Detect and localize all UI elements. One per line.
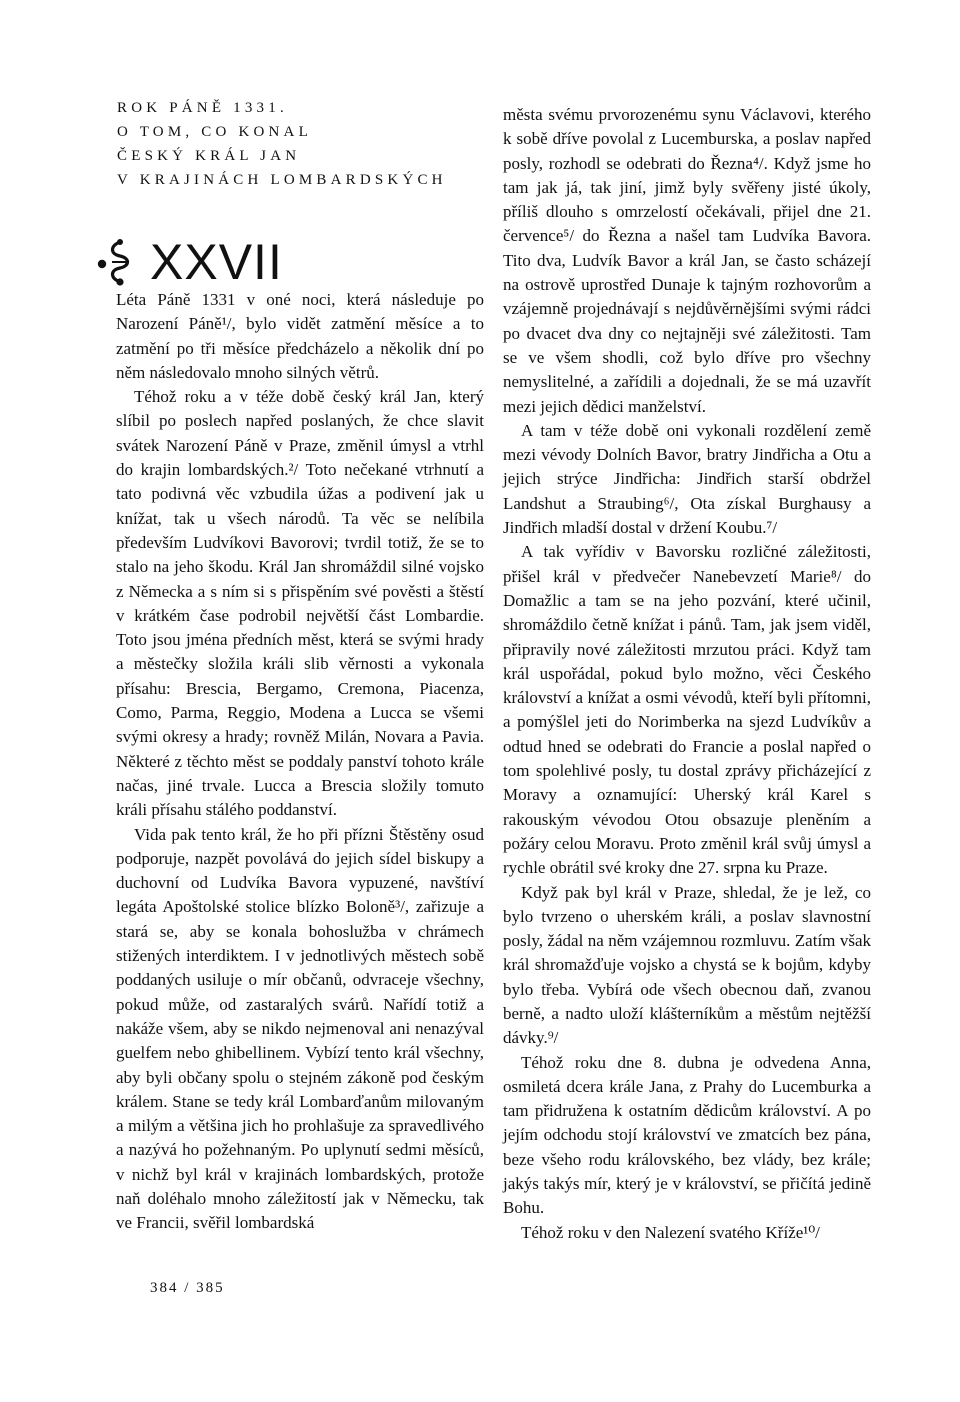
right-text-column xyxy=(503,103,871,1245)
running-head-line: ČESKÝ KRÁL JAN xyxy=(117,148,301,164)
paragraph: Téhož roku dne 8. dubna je odvedena Anna, osmiletá dcera krále Jana, z Prahy do Lucemburka a tam přidružena k ostatním dědicům království. A po jejím odchodu stojí království ve zmatcích bez pána, beze všeho rodu královského, bez vlády, bez krále; jakýs takýs mír, který je v království, se přičítá jedině Bohu. xyxy=(503,1052,871,1218)
paragraph: Vida pak tento král, že ho při přízni Štěstěny osud podporuje, nazpět povolává do jejich sídel biskupy a duchovní od Ludvíka Bavora vypuzené, navštíví legáta Apoštolské stolice blízko Boloně³/, zařizuje a stará se, aby se konala bohoslužba v chrámech stižených interdiktem. I v jednotlivých městech sobě poddaných usiluje o mír občanů, odvraceje všechny, pokud může, od zastaralých svárů. Nařídí totiž a nakáže všem, aby se nikdo nejmenoval ani nenazýval guelfem nebo ghibellinem. Vybízí tento král všechny, aby byli občany spolu o stejném zákoně pod českým králem. Stane se tedy král Lombarďanům milovaným a milým a většina jich ho prohlašuje za spravedlivého a nazývá ho požehnaným. Po uplynutí sedmi měsíců, v nichž byl král v krajinách lombardských, protože naň doléhalo mnoho záležitostí jak v Německu, tak ve Francii, svěřil lombardská xyxy=(116,824,484,1233)
left-text-column xyxy=(116,288,484,1236)
running-head xyxy=(117,96,487,192)
paragraph: města svému prvorozenému synu Václavovi, kterého k sobě dříve povolal z Lucemburska, a poslav napřed posly, rozhodl se odebrati do Řezna⁴/. Když jsme ho tam jak já, tak jiní, jimž byly svěřeny jisté úkoly, příliš dlouho s omrzelostí očekávali, přijel dne 21. července⁵/ do Řezna a našel tam Ludvíka Bavora. Tito dva, Ludvík Bavor a král Jan, se často scházejí na ostrově uprostřed Dunaje k tajným rozhovorům a vzájemně projednávají s nejdůvěrnějšími svými rádci po dvacet dva dny co nejtajněji své záležitosti. Tam se ve všem shodli, což bylo dříve pro všechny nemyslitelné, a zařídili a dojednali, že se má uzavřít mezi jejich dědici manželství. xyxy=(503,105,871,416)
running-head-line: O TOM, CO KONAL xyxy=(117,124,312,140)
chapter-heading xyxy=(96,232,283,292)
paragraph: Léta Páně 1331 v oné noci, která následuje po Narození Páně¹/, bylo vidět zatmění měsíce a to zatmění po tři měsíce předcházelo a několik dní po něm následovalo mnoho silných větrů. xyxy=(116,290,484,382)
chapter-number: XXVII xyxy=(150,234,283,290)
paragraph: Když pak byl král v Praze, shledal, že je lež, co bylo tvrzeno o uherském králi, a poslav slavnostní posly, žádal na něm vzájemnou rozmluvu. Zatím však král shromažďuje vojsko a chystá se k bojům, kdyby bylo třeba. Vybírá ode všech obecnou daň, zvanou berně, a nadto uloží klášterníkům a městům nejtěžší dávky.⁹/ xyxy=(503,882,871,1048)
running-head-line: ROK PÁNĚ 1331. xyxy=(117,100,288,116)
page-number: 384 / 385 xyxy=(150,1280,225,1296)
ornament-icon xyxy=(96,234,136,290)
paragraph: Téhož roku a v téže době český král Jan, který slíbil po poslech napřed poslaných, že chce slavit svátek Narození Páně v Praze, změnil úmysl a vtrhl do krajin lombardských.²/ Toto nečekané vtrhnutí a tato podivná věc vzbudila úžas a podivení jak u knížat, tak u všech národů. Ta věc se nelíbila především Ludvíkovi Bavorovi; tvrdil totiž, že se to stalo na jeho škodu. Král Jan shromáždil silné vojsko z Německa a s ním si s přispěním své pověsti a štěstí v krátkém čase podrobil největší část Lombardie. Toto jsou jména předních měst, která se svými hrady a městečky složila králi slib věrnosti a vykonala přísahu: Brescia, Bergamo, Cremona, Piacenza, Como, Parma, Reggio, Modena a Lucca se všemi svými okresy a hrady; rovněž Milán, Novara a Pavia. Některé z těchto měst se poddaly panství tohoto krále načas, jiné trvale. Lucca a Brescia složily tomuto králi přísahu stálého poddanství. xyxy=(116,387,484,820)
paragraph: A tam v téže době oni vykonali rozdělení země mezi vévody Dolních Bavor, bratry Jindřicha a Otu a jejich strýce Jindřicha: Jindřich starší obdržel Landshut a Straubing⁶/, Ota získal Burghausy a Jindřich mladší dostal v držení Koubu.⁷/ xyxy=(503,420,871,538)
paragraph: A tak vyřídiv v Bavorsku rozličné záležitosti, přišel král v předvečer Nanebevzetí Marie⁸/ do Domažlic a tam se na jeho pozvání, které učinil, shromáždilo četně knížat i pánů. Tam, jak jsem viděl, připravily nové záležitosti mrzutou práci. Když tam král uspořádal, pokud bylo možno, věci Českého království a knížat a osmi vévodů, kteří byli přítomni, a pomýšlel jeti do Norimberka na sjezd Ludvíkův a odtud hned se odebrati do Francie a poslal napřed o tom spolehlivé posly, tu dostal zprávy přicházející z Moravy a oznamující: Uherský král Karel s rakouským vévodou Otou obsazuje pleněním a požáry celou Moravu. Proto změnil král svůj úmysl a rychle obrátil své kroky dne 27. srpna ku Praze. xyxy=(503,542,871,878)
paragraph: Téhož roku v den Nalezení svatého Kříže¹⁰/ xyxy=(521,1222,820,1242)
running-head-line: V KRAJINÁCH LOMBARDSKÝCH xyxy=(117,172,447,188)
